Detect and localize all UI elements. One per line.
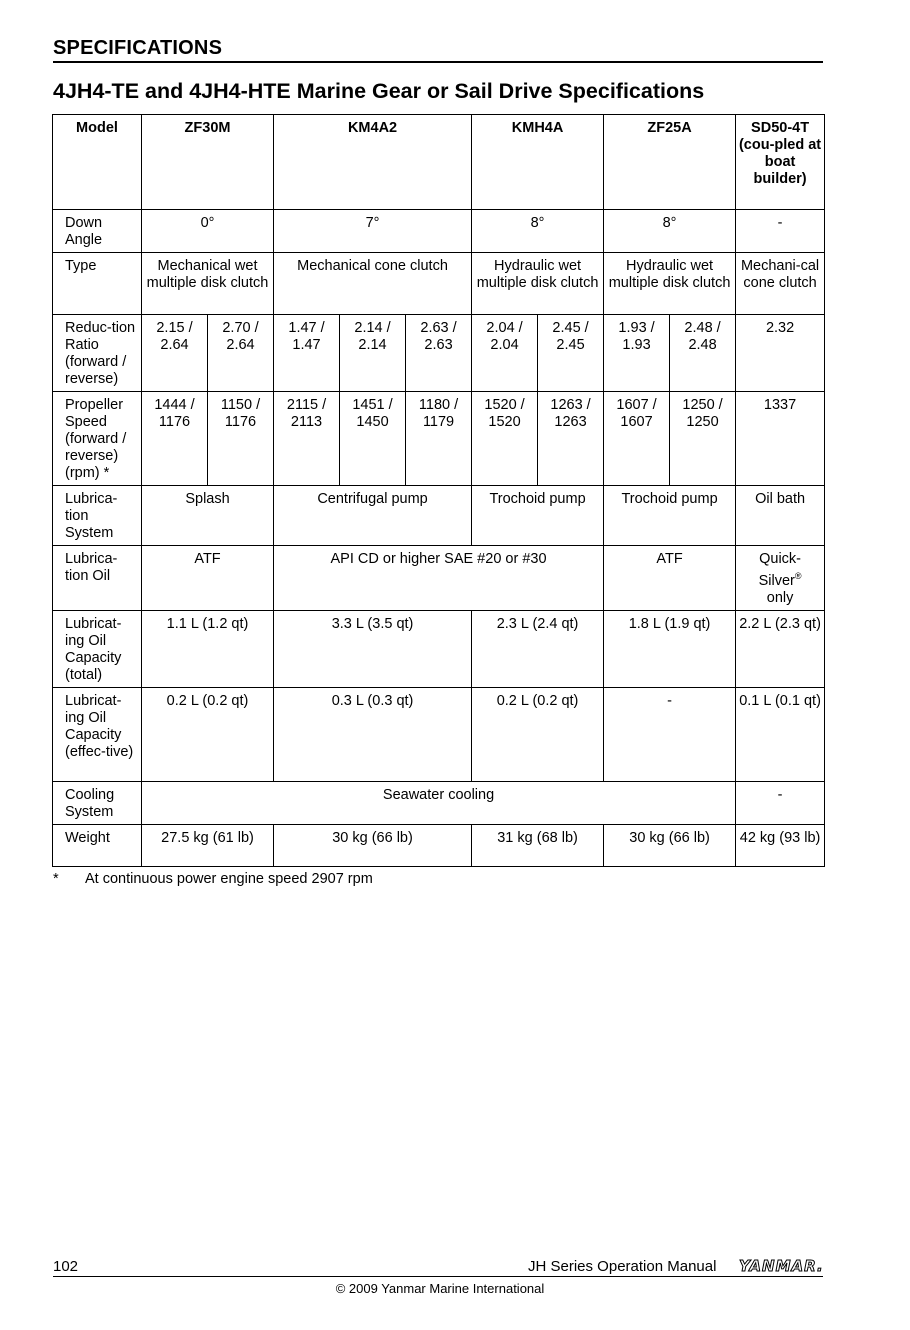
cell-kmh4a: Hydraulic wet multiple disk clutch — [472, 253, 604, 315]
row-label: Lubricat-ing Oil Capacity (total) — [53, 610, 142, 687]
header-model: Model — [53, 115, 142, 210]
cell-sd50: Mechani-cal cone clutch — [736, 253, 825, 315]
cell-zf25a: Trochoid pump — [604, 486, 736, 546]
cell-value: 1.47 / 1.47 — [274, 315, 340, 392]
table-header-row — [53, 115, 825, 210]
cell-zf30m: 0.2 L (0.2 qt) — [142, 687, 274, 781]
cell-zf30m: 0° — [142, 210, 274, 253]
cell-sd50: Oil bath — [736, 486, 825, 546]
section-divider — [53, 61, 823, 63]
cell-zf30m: ATF — [142, 546, 274, 611]
cell-zf25a: 8° — [604, 210, 736, 253]
header-sd50-4t: SD50-4T (cou-pled at boat builder) — [736, 115, 825, 210]
row-label: Type — [53, 253, 142, 315]
row-type — [53, 253, 825, 315]
manual-title: JH Series Operation Manual — [528, 1258, 717, 1275]
cell-kmh4a: 31 kg (68 lb) — [472, 824, 604, 866]
cell-value: 1.93 / 1.93 — [604, 315, 670, 392]
marine-gear-spec-table — [52, 114, 825, 867]
row-label: Propeller Speed (forward / reverse) (rpm) * — [53, 392, 142, 486]
cell-value: 1180 / 1179 — [406, 392, 472, 486]
cell-kmh4a: 8° — [472, 210, 604, 253]
row-down-angle — [53, 210, 825, 253]
cell-value: 2.15 / 2.64 — [142, 315, 208, 392]
cell-km4a2-kmh4a: API CD or higher SAE #20 or #30 — [274, 546, 604, 611]
cell-km4a2: 0.3 L (0.3 qt) — [274, 687, 472, 781]
row-reduction-ratio — [53, 315, 825, 392]
cell-sd50: - — [736, 210, 825, 253]
row-lubrication-system — [53, 486, 825, 546]
row-label: Lubrica-tion Oil — [53, 546, 142, 611]
cell-value: 2.70 / 2.64 — [208, 315, 274, 392]
cell-zf30m: Mechanical wet multiple disk clutch — [142, 253, 274, 315]
section-title: SPECIFICATIONS — [53, 37, 223, 59]
row-lubrication-oil — [53, 546, 825, 611]
cell-sd50: - — [736, 781, 825, 824]
cell-value: 1263 / 1263 — [538, 392, 604, 486]
cell-zf25a: ATF — [604, 546, 736, 611]
cell-value: 1250 / 1250 — [670, 392, 736, 486]
row-label: Weight — [53, 824, 142, 866]
cell-zf25a: 30 kg (66 lb) — [604, 824, 736, 866]
cell-km4a2: Centrifugal pump — [274, 486, 472, 546]
row-cooling-system — [53, 781, 825, 824]
cell-value: 1444 / 1176 — [142, 392, 208, 486]
row-label: Lubricat-ing Oil Capacity (effec-tive) — [53, 687, 142, 781]
footer-divider — [53, 1276, 823, 1277]
footnote-text: At continuous power engine speed 2907 rpm — [85, 871, 373, 887]
cell-sd50: 1337 — [736, 392, 825, 486]
cell-zf25a: - — [604, 687, 736, 781]
cell-value: 1520 / 1520 — [472, 392, 538, 486]
cell-value: 2.48 / 2.48 — [670, 315, 736, 392]
cell-km4a2: 30 kg (66 lb) — [274, 824, 472, 866]
cell-value: 2.45 / 2.45 — [538, 315, 604, 392]
cell-sd50: 2.32 — [736, 315, 825, 392]
cell-sd50: 42 kg (93 lb) — [736, 824, 825, 866]
cell-km4a2: 3.3 L (3.5 qt) — [274, 610, 472, 687]
cell-value: 2115 / 2113 — [274, 392, 340, 486]
cell-sd50: Quick-Silver® only — [736, 546, 825, 611]
cell-sd50: 0.1 L (0.1 qt) — [736, 687, 825, 781]
cell-km4a2: Mechanical cone clutch — [274, 253, 472, 315]
cell-km4a2: 7° — [274, 210, 472, 253]
cell-zf25a: 1.8 L (1.9 qt) — [604, 610, 736, 687]
row-propeller-speed — [53, 392, 825, 486]
cell-value: 1607 / 1607 — [604, 392, 670, 486]
row-label: Down Angle — [53, 210, 142, 253]
footnote — [53, 871, 373, 887]
cell-zf30m: 27.5 kg (61 lb) — [142, 824, 274, 866]
row-label: Lubrica-tion System — [53, 486, 142, 546]
cell-value: 1150 / 1176 — [208, 392, 274, 486]
cell-value: 2.04 / 2.04 — [472, 315, 538, 392]
row-label: Reduc-tion Ratio (forward / reverse) — [53, 315, 142, 392]
cell-kmh4a: Trochoid pump — [472, 486, 604, 546]
cell-kmh4a: 0.2 L (0.2 qt) — [472, 687, 604, 781]
cell-sd50: 2.2 L (2.3 qt) — [736, 610, 825, 687]
cell-value: 2.63 / 2.63 — [406, 315, 472, 392]
registered-mark: ® — [794, 571, 802, 581]
page-title: 4JH4-TE and 4JH4-HTE Marine Gear or Sail Drive Specifications — [53, 79, 705, 103]
header-km4a2: KM4A2 — [274, 115, 472, 210]
yanmar-logo: YANMAR. — [739, 1257, 824, 1275]
header-kmh4a: KMH4A — [472, 115, 604, 210]
cell-cooling: Seawater cooling — [142, 781, 736, 824]
footnote-marker: * — [53, 871, 59, 887]
copyright: © 2009 Yanmar Marine International — [335, 1281, 545, 1296]
cell-zf30m: Splash — [142, 486, 274, 546]
cell-value: 1451 / 1450 — [340, 392, 406, 486]
row-label: Cooling System — [53, 781, 142, 824]
cell-kmh4a: 2.3 L (2.4 qt) — [472, 610, 604, 687]
cell-zf30m: 1.1 L (1.2 qt) — [142, 610, 274, 687]
row-oil-capacity-total — [53, 610, 825, 687]
row-weight — [53, 824, 825, 866]
header-zf25a: ZF25A — [604, 115, 736, 210]
row-oil-capacity-effective — [53, 687, 825, 781]
page-number: 102 — [53, 1258, 79, 1275]
header-zf30m: ZF30M — [142, 115, 274, 210]
cell-zf25a: Hydraulic wet multiple disk clutch — [604, 253, 736, 315]
cell-value: 2.14 / 2.14 — [340, 315, 406, 392]
